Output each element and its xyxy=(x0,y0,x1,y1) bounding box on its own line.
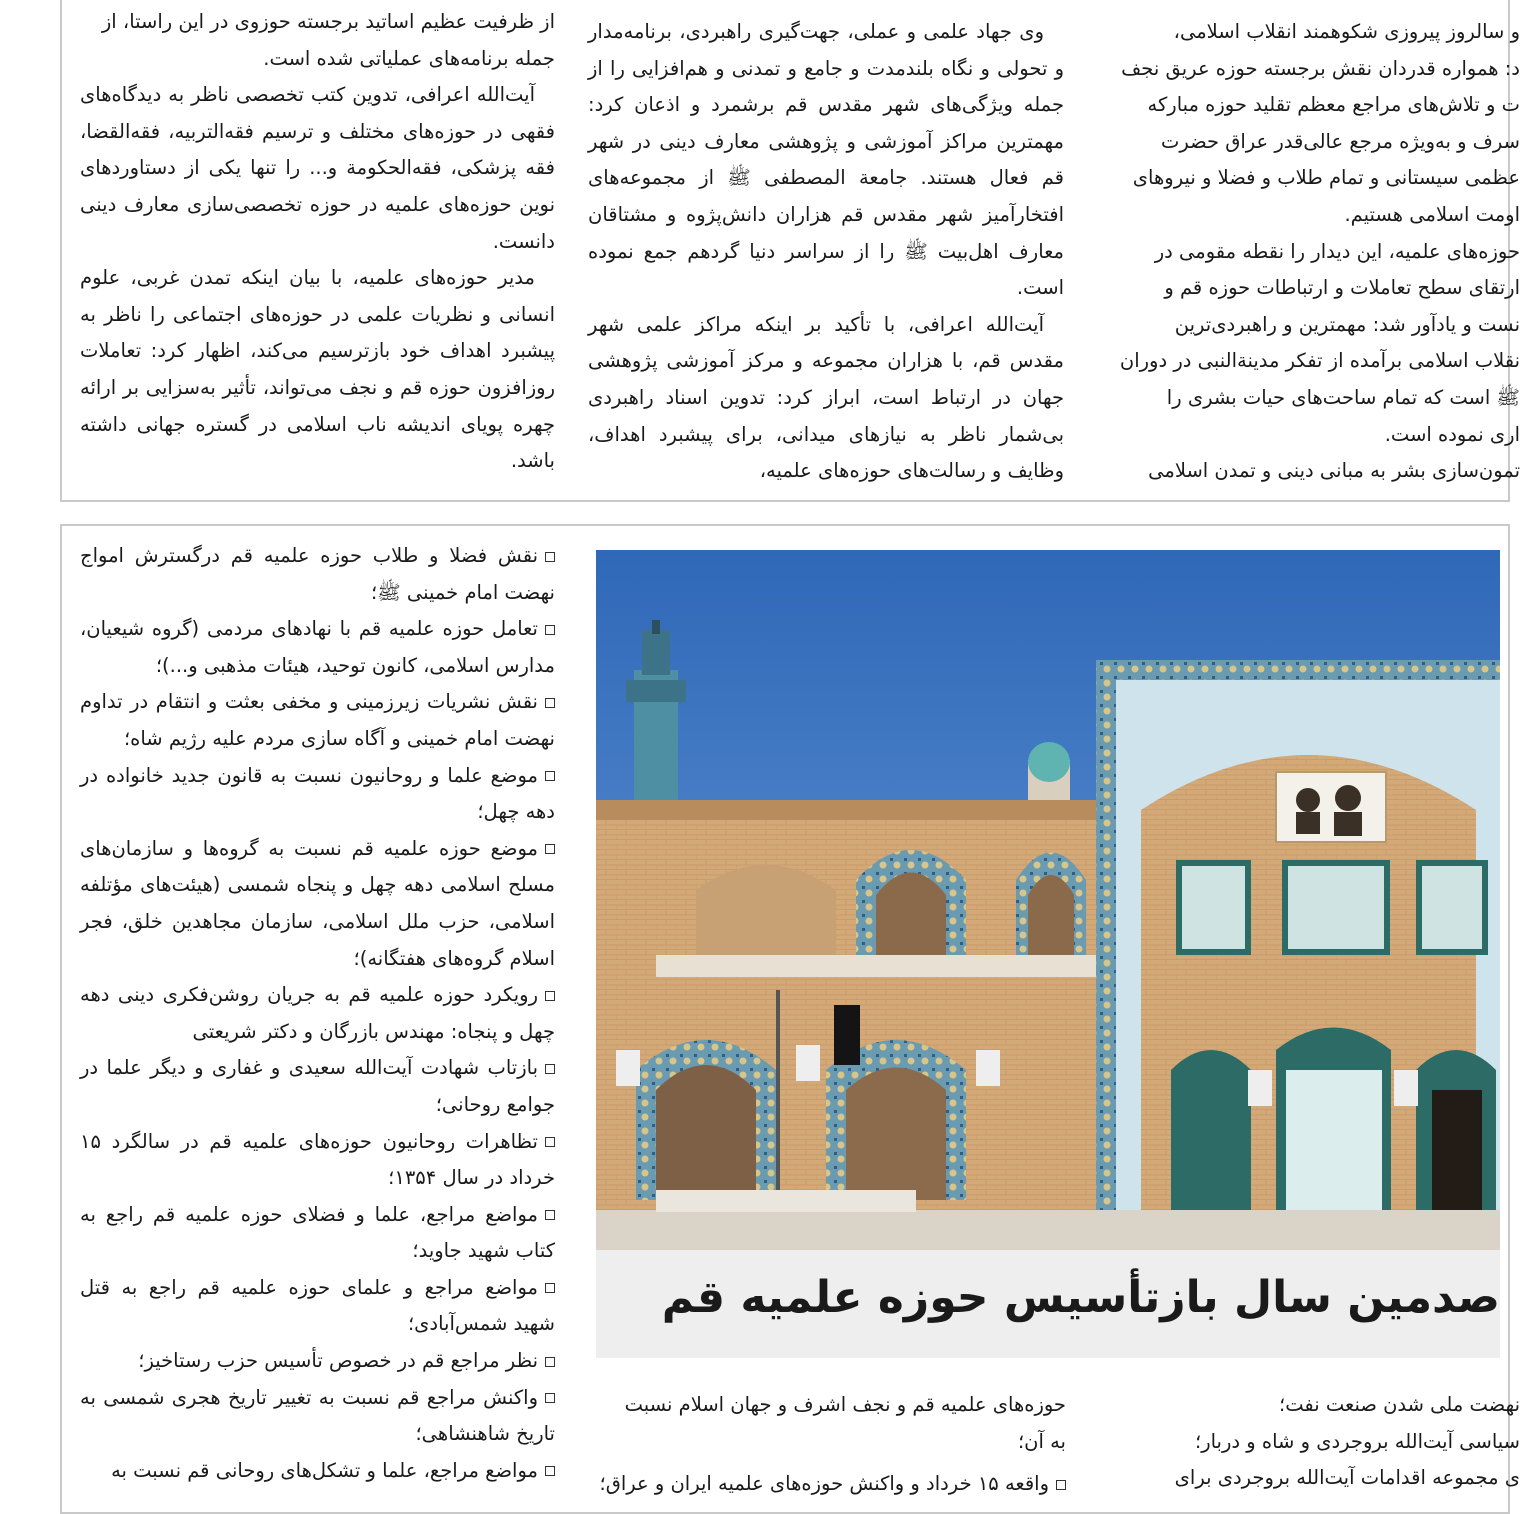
text-line: نقلاب اسلامی برآمده از تفکر مدینة‌النبی در دوران xyxy=(1119,349,1520,373)
list-item: بازتاب شهادت آیت‌الله سعیدی و غفاری و دیگر علما در جوامع روحانی؛ xyxy=(80,1056,555,1116)
square-bullet-icon xyxy=(545,698,555,708)
square-bullet-icon xyxy=(545,1137,555,1147)
paragraph: از ظرفیت عظیم اساتید برجسته حوزوی در این راستا، از xyxy=(101,10,555,33)
text-line: نست و یادآور شد: مهمترین و راهبردی‌ترین xyxy=(1174,312,1520,336)
paragraph: آیت‌الله اعرافی، تدوین کتب تخصصی ناظر به دیدگاه‌های فقهی در حوزه‌های مختلف و ترسیم فقه‌التربیه، فقه‌القضا، فقه پزشکی، فقه‌الحکومة و... را تنها یکی از دستاوردهای نوین حوزه‌های علمیه در حوزه تخصصی‌سازی معارف دینی دانست. xyxy=(80,83,555,253)
seminary-building-photo xyxy=(596,550,1500,1250)
list-item: موضع حوزه علمیه قم نسبت به گروه‌ها و سازمان‌های مسلح اسلامی دهه چهل و پنجاه شمسی (هیئت‌های مؤتلفه اسلامی، حزب ملل اسلامی، سازمان مجاهدین خلق، فجر اسلام گروه‌های هفتگانه)؛ xyxy=(80,836,555,970)
list-item: رویکرد حوزه علمیه قم به جریان روشن‌فکری دینی دهه چهل و پنجاه: مهندس بازرگان و دکتر شریعتی xyxy=(80,983,555,1043)
top-column-middle xyxy=(588,14,1064,490)
bottom-column-right xyxy=(1100,1387,1520,1497)
text-line: نهضت ملی شدن صنعت نفت؛ xyxy=(1279,1393,1520,1416)
square-bullet-icon xyxy=(545,991,555,1001)
square-bullet-icon xyxy=(545,1283,555,1293)
bullet-list xyxy=(80,538,555,1489)
photo-caption: صدمین سال بازتأسیس حوزه علمیه قم xyxy=(661,1272,1500,1323)
list-item: نقش نشریات زیرزمینی و مخفی بعثت و انتقام در تداوم نهضت امام خمینی و آگاه سازی مردم علیه رژیم شاه؛ xyxy=(80,690,555,750)
square-bullet-icon xyxy=(545,625,555,635)
square-bullet-icon xyxy=(545,1466,555,1476)
text-line: اومت اسلامی هستیم. xyxy=(1344,202,1520,226)
text-line: اری نموده است. xyxy=(1384,422,1520,446)
list-item: نظر مراجع قم در خصوص تأسیس حزب رستاخیز؛ xyxy=(80,1343,555,1380)
list-item: تظاهرات روحانیون حوزه‌های علمیه قم در سالگرد ۱۵ خرداد در سال ۱۳۵۴؛ xyxy=(80,1129,555,1190)
text-line: تمون‌سازی بشر به مبانی دینی و تمدن اسلامی xyxy=(1148,459,1520,483)
top-column-left xyxy=(80,4,555,480)
list-item: مواضع مراجع و علمای حوزه علمیه قم راجع به قتل شهید شمس‌آبادی؛ xyxy=(80,1275,555,1336)
text-line: ﷺ است که تمام ساحت‌های حیات بشری را xyxy=(1166,385,1520,409)
list-item: نقش فضلا و طلاب حوزه علمیه قم درگسترش امواج نهضت امام خمینی ﷺ؛ xyxy=(80,544,555,604)
text-line: ی مجموعه اقدامات آیت‌الله بروجردی برای xyxy=(1174,1466,1520,1490)
list-item: مواضع مراجع، علما و فضلای حوزه علمیه قم راجع به کتاب شهید جاوید؛ xyxy=(80,1202,555,1263)
text-line: به آن؛ xyxy=(1017,1429,1066,1453)
top-column-right xyxy=(1100,14,1520,490)
photo-caption-bar xyxy=(596,1250,1500,1358)
list-item: تعامل حوزه علمیه قم با نهادهای مردمی (گروه شیعیان، مدارس اسلامی، کانون توحید، هیئات مذهبی و...)؛ xyxy=(80,617,555,677)
text-line: و سالروز پیروزی شکوهمند انقلاب اسلامی، xyxy=(1173,20,1520,43)
text-line: ت و تلاش‌های مراجع معظم تقلید حوزه مبارکه xyxy=(1147,93,1520,117)
text-line: حوزه‌های علمیه، این دیدار را نقطه مقومی در xyxy=(1154,239,1520,263)
square-bullet-icon xyxy=(545,1064,555,1074)
text-line: ارتقای سطح تعاملات و ارتباطات حوزه قم و xyxy=(1164,276,1520,300)
text-line: سیاسی آیت‌الله بروجردی و شاه و دربار؛ xyxy=(1195,1429,1520,1453)
square-bullet-icon xyxy=(545,1210,555,1220)
text-line: د: همواره قدردان نقش برجسته حوزه عریق نجف xyxy=(1121,56,1520,80)
square-bullet-icon xyxy=(545,1357,555,1367)
list-item: مواضع مراجع، علما و تشکل‌های روحانی قم نسبت به xyxy=(80,1453,555,1490)
square-bullet-icon xyxy=(545,771,555,781)
square-bullet-icon xyxy=(545,552,555,562)
list-item: واکنش مراجع قم نسبت به تغییر تاریخ هجری شمسی به تاریخ شاهنشاهی؛ xyxy=(80,1385,555,1446)
paragraph: جمله برنامه‌های عملیاتی شده است. xyxy=(263,46,555,70)
text-line: سرف و به‌ویژه مرجع عالی‌قدر عراق حضرت xyxy=(1160,129,1520,153)
paragraph: آیت‌الله اعرافی، با تأکید بر اینکه مراکز علمی شهر مقدس قم، با هزاران مجموعه و مرکز آموزشی پژوهشی جهان در ارتباط است، ابراز کرد: تدوین اسناد راهبردی بی‌شمار ناظر به نیازهای میدانی، برای پیشبرد اهداف، وظایف و رسالت‌های حوزه‌های علمیه، xyxy=(588,312,1064,483)
square-bullet-icon xyxy=(545,844,555,854)
bottom-column-middle xyxy=(596,1387,1066,1503)
paragraph: وی جهاد علمی و عملی، جهت‌گیری راهبردی، برنامه‌مدار و تحولی و نگاه بلندمدت و جامع و تمدنی و هم‌افزایی را از جمله ویژگی‌های شهر مقدس قم برشمرد و اذعان کرد: مهمترین مراکز آموزشی و پژوهشی معارف دینی در شهر قم فعال هستند. جامعة المصطفی ﷺ از مجموعه‌های افتخارآمیز شهر مقدس قم هزاران دانش‌پژوه و مشتاقان معارف اهل‌بیت ﷺ را از سراسر دنیا گردهم جمع نموده است. xyxy=(588,20,1064,300)
text-line: حوزه‌های علمیه قم و نجف اشرف و جهان اسلام نسبت xyxy=(624,1393,1066,1416)
square-bullet-icon xyxy=(545,1393,555,1403)
list-item: موضع علما و روحانیون نسبت به قانون جدید خانواده در دهه چهل؛ xyxy=(80,763,555,824)
paragraph: مدیر حوزه‌های علمیه، با بیان اینکه تمدن غربی، علوم انسانی و نظریات علمی در حوزه‌های اجتماعی را ناظر به پیشبرد اهداف خود بازترسیم می‌کند، اظهار کرد: تعاملات روزافزون حوزه قم و نجف می‌تواند، تأثیر به‌سزایی بر ارائه چهره پویای اندیشه ناب اسلامی در گستره جهانی داشته باشد. xyxy=(80,266,555,473)
building-illustration xyxy=(596,550,1500,1250)
text-line: عظمی سیستانی و تمام طلاب و فضلا و نیروهای xyxy=(1132,166,1520,190)
square-bullet-icon xyxy=(1056,1480,1066,1490)
list-item: واقعه ۱۵ خرداد و واکنش حوزه‌های علمیه ایران و عراق؛ xyxy=(596,1466,1066,1503)
